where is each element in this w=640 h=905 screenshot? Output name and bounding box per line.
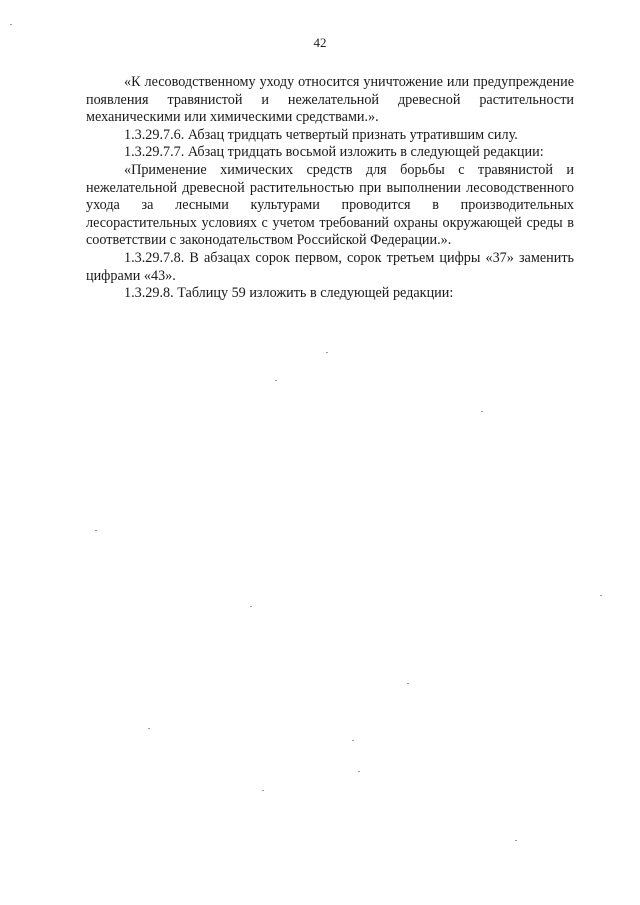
scan-speck — [358, 771, 360, 772]
paragraph-5: 1.3.29.7.8. В абзацах сорок первом, сорок третьем цифры «37» заменить цифрами «43». — [86, 249, 574, 284]
page-number: 42 — [313, 35, 327, 50]
scan-speck — [600, 595, 602, 596]
scan-speck — [262, 790, 264, 791]
scan-speck — [515, 840, 517, 841]
paragraph-1: «К лесоводственному уходу относится уничтожение или предупреждение появления травянистой и нежелательной древесной растительности механическими или химическими средствами.». — [86, 74, 574, 126]
scan-speck — [275, 380, 277, 381]
scan-speck — [148, 728, 150, 729]
paragraph-6: 1.3.29.8. Таблицу 59 изложить в следующей редакции: — [124, 285, 454, 302]
scan-speck — [95, 530, 97, 531]
scan-speck — [481, 411, 483, 412]
scan-speck — [250, 606, 252, 607]
paragraph-2: 1.3.29.7.6. Абзац тридцать четвертый признать утратившим силу. — [124, 126, 518, 143]
scan-speck — [326, 352, 328, 353]
paragraph-4: «Применение химических средств для борьбы с травянистой и нежелательной древесной растительностью при выполнении лесоводственного ухода за лесными культурами проводится в производительных лесорастительных условиях с учетом требований охраны окружающей среды в соответствии с законодательством Российской Федерации.». — [86, 161, 574, 249]
document-body — [86, 74, 574, 303]
scan-speck — [352, 740, 354, 741]
paragraph-3: 1.3.29.7.7. Абзац тридцать восьмой изложить в следующей редакции: — [124, 144, 544, 161]
scan-speck — [10, 24, 12, 25]
scan-speck — [407, 683, 409, 684]
